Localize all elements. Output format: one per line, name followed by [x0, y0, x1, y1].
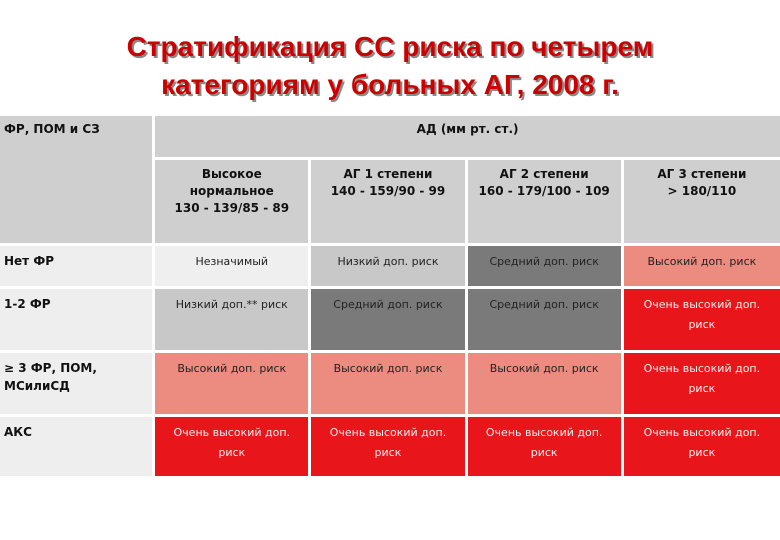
risk-text: Очень высокий доп.	[485, 426, 603, 439]
risk-cell	[311, 246, 467, 289]
row-label: ≥ 3 ФР, ПОМ,	[4, 361, 97, 375]
risk-text: риск	[688, 318, 716, 331]
risk-cell	[468, 417, 624, 479]
risk-text: риск	[218, 446, 246, 459]
risk-text: Низкий доп.** риск	[175, 298, 288, 311]
risk-text: риск	[374, 446, 402, 459]
bp-group-header: АД (мм рт. ст.)	[155, 116, 780, 160]
risk-cell	[624, 353, 780, 417]
column-header-ag2	[468, 160, 624, 246]
risk-cell	[624, 289, 780, 353]
corner-header: ФР, ПОМ и СЗ	[0, 116, 155, 246]
risk-text: Очень высокий доп.	[643, 362, 761, 375]
risk-cell	[624, 246, 780, 289]
column-name: Высокое	[201, 167, 262, 181]
risk-text: Средний доп. риск	[489, 255, 599, 268]
column-name: АГ 2 степени	[499, 167, 589, 181]
row-label: 1-2 ФР	[4, 297, 51, 311]
risk-cell	[155, 289, 311, 353]
slide-title-line2: категориям у больных АГ, 2008 г.	[161, 69, 619, 100]
risk-text: Очень высокий доп.	[643, 298, 761, 311]
risk-text: Высокий доп. риск	[177, 362, 287, 375]
risk-cell	[311, 353, 467, 417]
column-header-ag3	[624, 160, 780, 246]
risk-cell	[468, 246, 624, 289]
risk-text: Очень высокий доп.	[643, 426, 761, 439]
column-range: 140 - 159/90 - 99	[330, 184, 446, 198]
risk-text: Средний доп. риск	[489, 298, 599, 311]
risk-cell	[311, 289, 467, 353]
column-header-ag1	[311, 160, 467, 246]
column-header-high-normal	[155, 160, 311, 246]
risk-cell	[468, 353, 624, 417]
risk-text: Средний доп. риск	[333, 298, 443, 311]
risk-text: риск	[530, 446, 558, 459]
row-header-aks	[0, 417, 155, 479]
risk-text: Низкий доп. риск	[337, 255, 439, 268]
row-label: АКС	[4, 425, 32, 439]
risk-cell	[155, 417, 311, 479]
risk-text: Очень высокий доп.	[173, 426, 291, 439]
column-name: нормальное	[189, 184, 274, 198]
slide-title	[0, 28, 780, 104]
slide-title-line1: Стратификация СС риска по четырем	[126, 31, 654, 62]
risk-text: Высокий доп. риск	[489, 362, 599, 375]
column-range: 130 - 139/85 - 89	[174, 201, 290, 215]
risk-text: Очень высокий доп.	[329, 426, 447, 439]
column-range: > 180/110	[667, 184, 737, 198]
row-header-3-rf	[0, 353, 155, 417]
risk-text: Высокий доп. риск	[333, 362, 443, 375]
column-name: АГ 3 степени	[657, 167, 747, 181]
row-header-no-rf	[0, 246, 155, 289]
row-header-1-2-rf	[0, 289, 155, 353]
risk-text: Высокий доп. риск	[647, 255, 757, 268]
column-name: АГ 1 степени	[343, 167, 433, 181]
risk-cell	[624, 417, 780, 479]
risk-text: Незначимый	[195, 255, 269, 268]
risk-text: риск	[688, 382, 716, 395]
risk-text: риск	[688, 446, 716, 459]
risk-cell	[155, 353, 311, 417]
risk-cell	[311, 417, 467, 479]
column-range: 160 - 179/100 - 109	[478, 184, 610, 198]
row-label: Нет ФР	[4, 254, 55, 268]
risk-stratification-table	[0, 116, 780, 479]
risk-cell	[468, 289, 624, 353]
risk-cell	[155, 246, 311, 289]
row-label: МСилиСД	[4, 379, 70, 393]
